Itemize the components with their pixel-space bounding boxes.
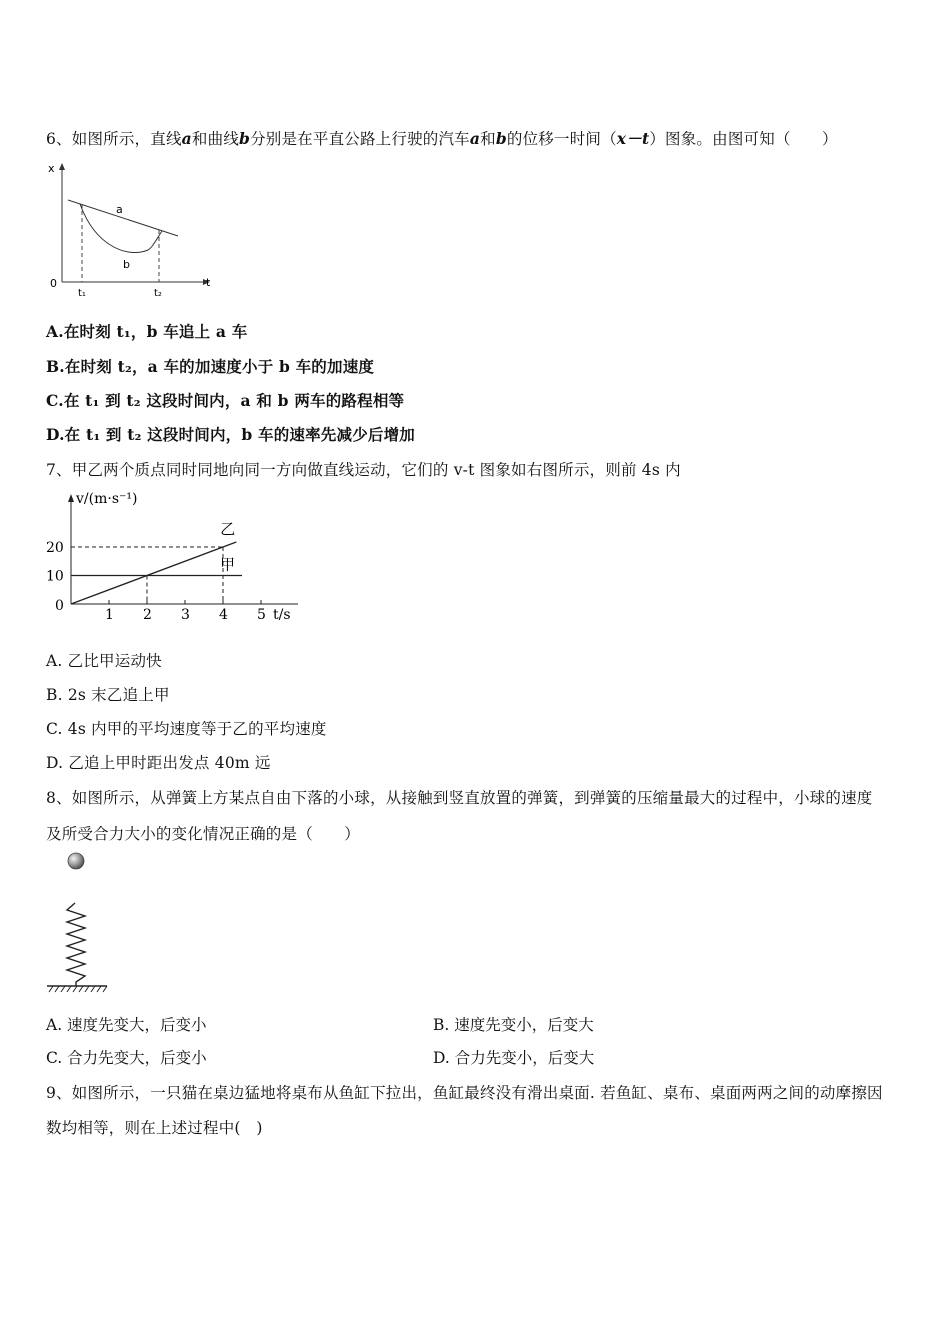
q8-option-c[interactable]: C. 合力先变大，后变小 bbox=[46, 1049, 207, 1067]
spring bbox=[67, 903, 85, 986]
q7-series-label-1: 甲 bbox=[220, 555, 236, 574]
q9-stem-line2: 数均相等，则在上述过程中( ) bbox=[46, 1119, 263, 1137]
q6-option-d[interactable]: D.在 t₁ 到 t₂ 这段时间内，b 车的速率先减少后增加 bbox=[46, 425, 416, 444]
q6-t1-label: t₁ bbox=[78, 288, 86, 299]
q7-option-d[interactable]: D. 乙追上甲时距出发点 40m 远 bbox=[46, 754, 271, 772]
q6-stem: 6、如图所示，直线a和曲线b分别是在平直公路上行驶的汽车a和b的位移一时间（x－t）图象。由图可知（ ） bbox=[46, 129, 838, 148]
q7-x-axis-label: t/s bbox=[273, 607, 291, 623]
ball bbox=[68, 853, 84, 869]
q7-option-c[interactable]: C. 4s 内甲的平均速度等于乙的平均速度 bbox=[46, 720, 327, 738]
q7-vt-chart bbox=[46, 488, 306, 628]
q6-label-a: a bbox=[116, 203, 123, 216]
q7-origin-label: 0 bbox=[55, 598, 64, 614]
q7-series-line-2 bbox=[71, 542, 236, 604]
q6-t-axis-label: t bbox=[206, 276, 211, 289]
q6-option-a[interactable]: A.在时刻 t₁，b 车追上 a 车 bbox=[46, 322, 248, 341]
q8-stem-line1: 8、如图所示，从弹簧上方某点自由下落的小球，从接触到竖直放置的弹簧，到弹簧的压缩量最大的过程中，小球的速度 bbox=[46, 789, 873, 807]
q6-origin-label: 0 bbox=[50, 277, 57, 290]
q6-label-b: b bbox=[123, 258, 130, 271]
q7-x-tick-label-1: 1 bbox=[105, 607, 114, 623]
q6-x-axis-label: x bbox=[48, 162, 55, 175]
q8-option-b[interactable]: B. 速度先变小，后变大 bbox=[433, 1016, 594, 1034]
q8-option-a[interactable]: A. 速度先变大，后变小 bbox=[46, 1016, 207, 1034]
q7-series-label-2: 乙 bbox=[220, 520, 236, 539]
q7-option-b[interactable]: B. 2s 末乙追上甲 bbox=[46, 686, 170, 704]
q7-y-tick-label-20: 20 bbox=[46, 540, 64, 556]
q9-stem-line1: 9、如图所示，一只猫在桌边猛地将桌布从鱼缸下拉出，鱼缸最终没有滑出桌面. 若鱼缸、桌布、桌面两两之间的动摩擦因 bbox=[46, 1084, 883, 1102]
q7-option-a[interactable]: A. 乙比甲运动快 bbox=[46, 652, 162, 670]
q6-xt-figure bbox=[44, 158, 219, 303]
q7-y-axis-label: v/(m·s⁻¹) bbox=[76, 491, 138, 507]
q6-t2-label: t₂ bbox=[154, 288, 162, 299]
q8-spring-ball-figure bbox=[44, 848, 114, 996]
q7-x-tick-label-4: 4 bbox=[219, 607, 228, 623]
q7-x-tick-label-2: 2 bbox=[143, 607, 152, 623]
q7-stem: 7、甲乙两个质点同时同地向同一方向做直线运动，它们的 v-t 图象如右图所示，则前 4s 内 bbox=[46, 461, 681, 479]
q7-x-tick-label-5: 5 bbox=[257, 607, 266, 623]
q7-x-tick-label-3: 3 bbox=[181, 607, 190, 623]
q7-y-tick-label-10: 10 bbox=[46, 568, 64, 585]
q8-stem-line2: 及所受合力大小的变化情况正确的是（ ） bbox=[46, 825, 361, 843]
q6-option-b[interactable]: B.在时刻 t₂，a 车的加速度小于 b 车的加速度 bbox=[46, 357, 375, 376]
q8-option-d[interactable]: D. 合力先变小，后变大 bbox=[433, 1049, 595, 1067]
q6-line-a bbox=[68, 200, 178, 236]
q6-option-c[interactable]: C.在 t₁ 到 t₂ 这段时间内，a 和 b 两车的路程相等 bbox=[46, 391, 405, 410]
